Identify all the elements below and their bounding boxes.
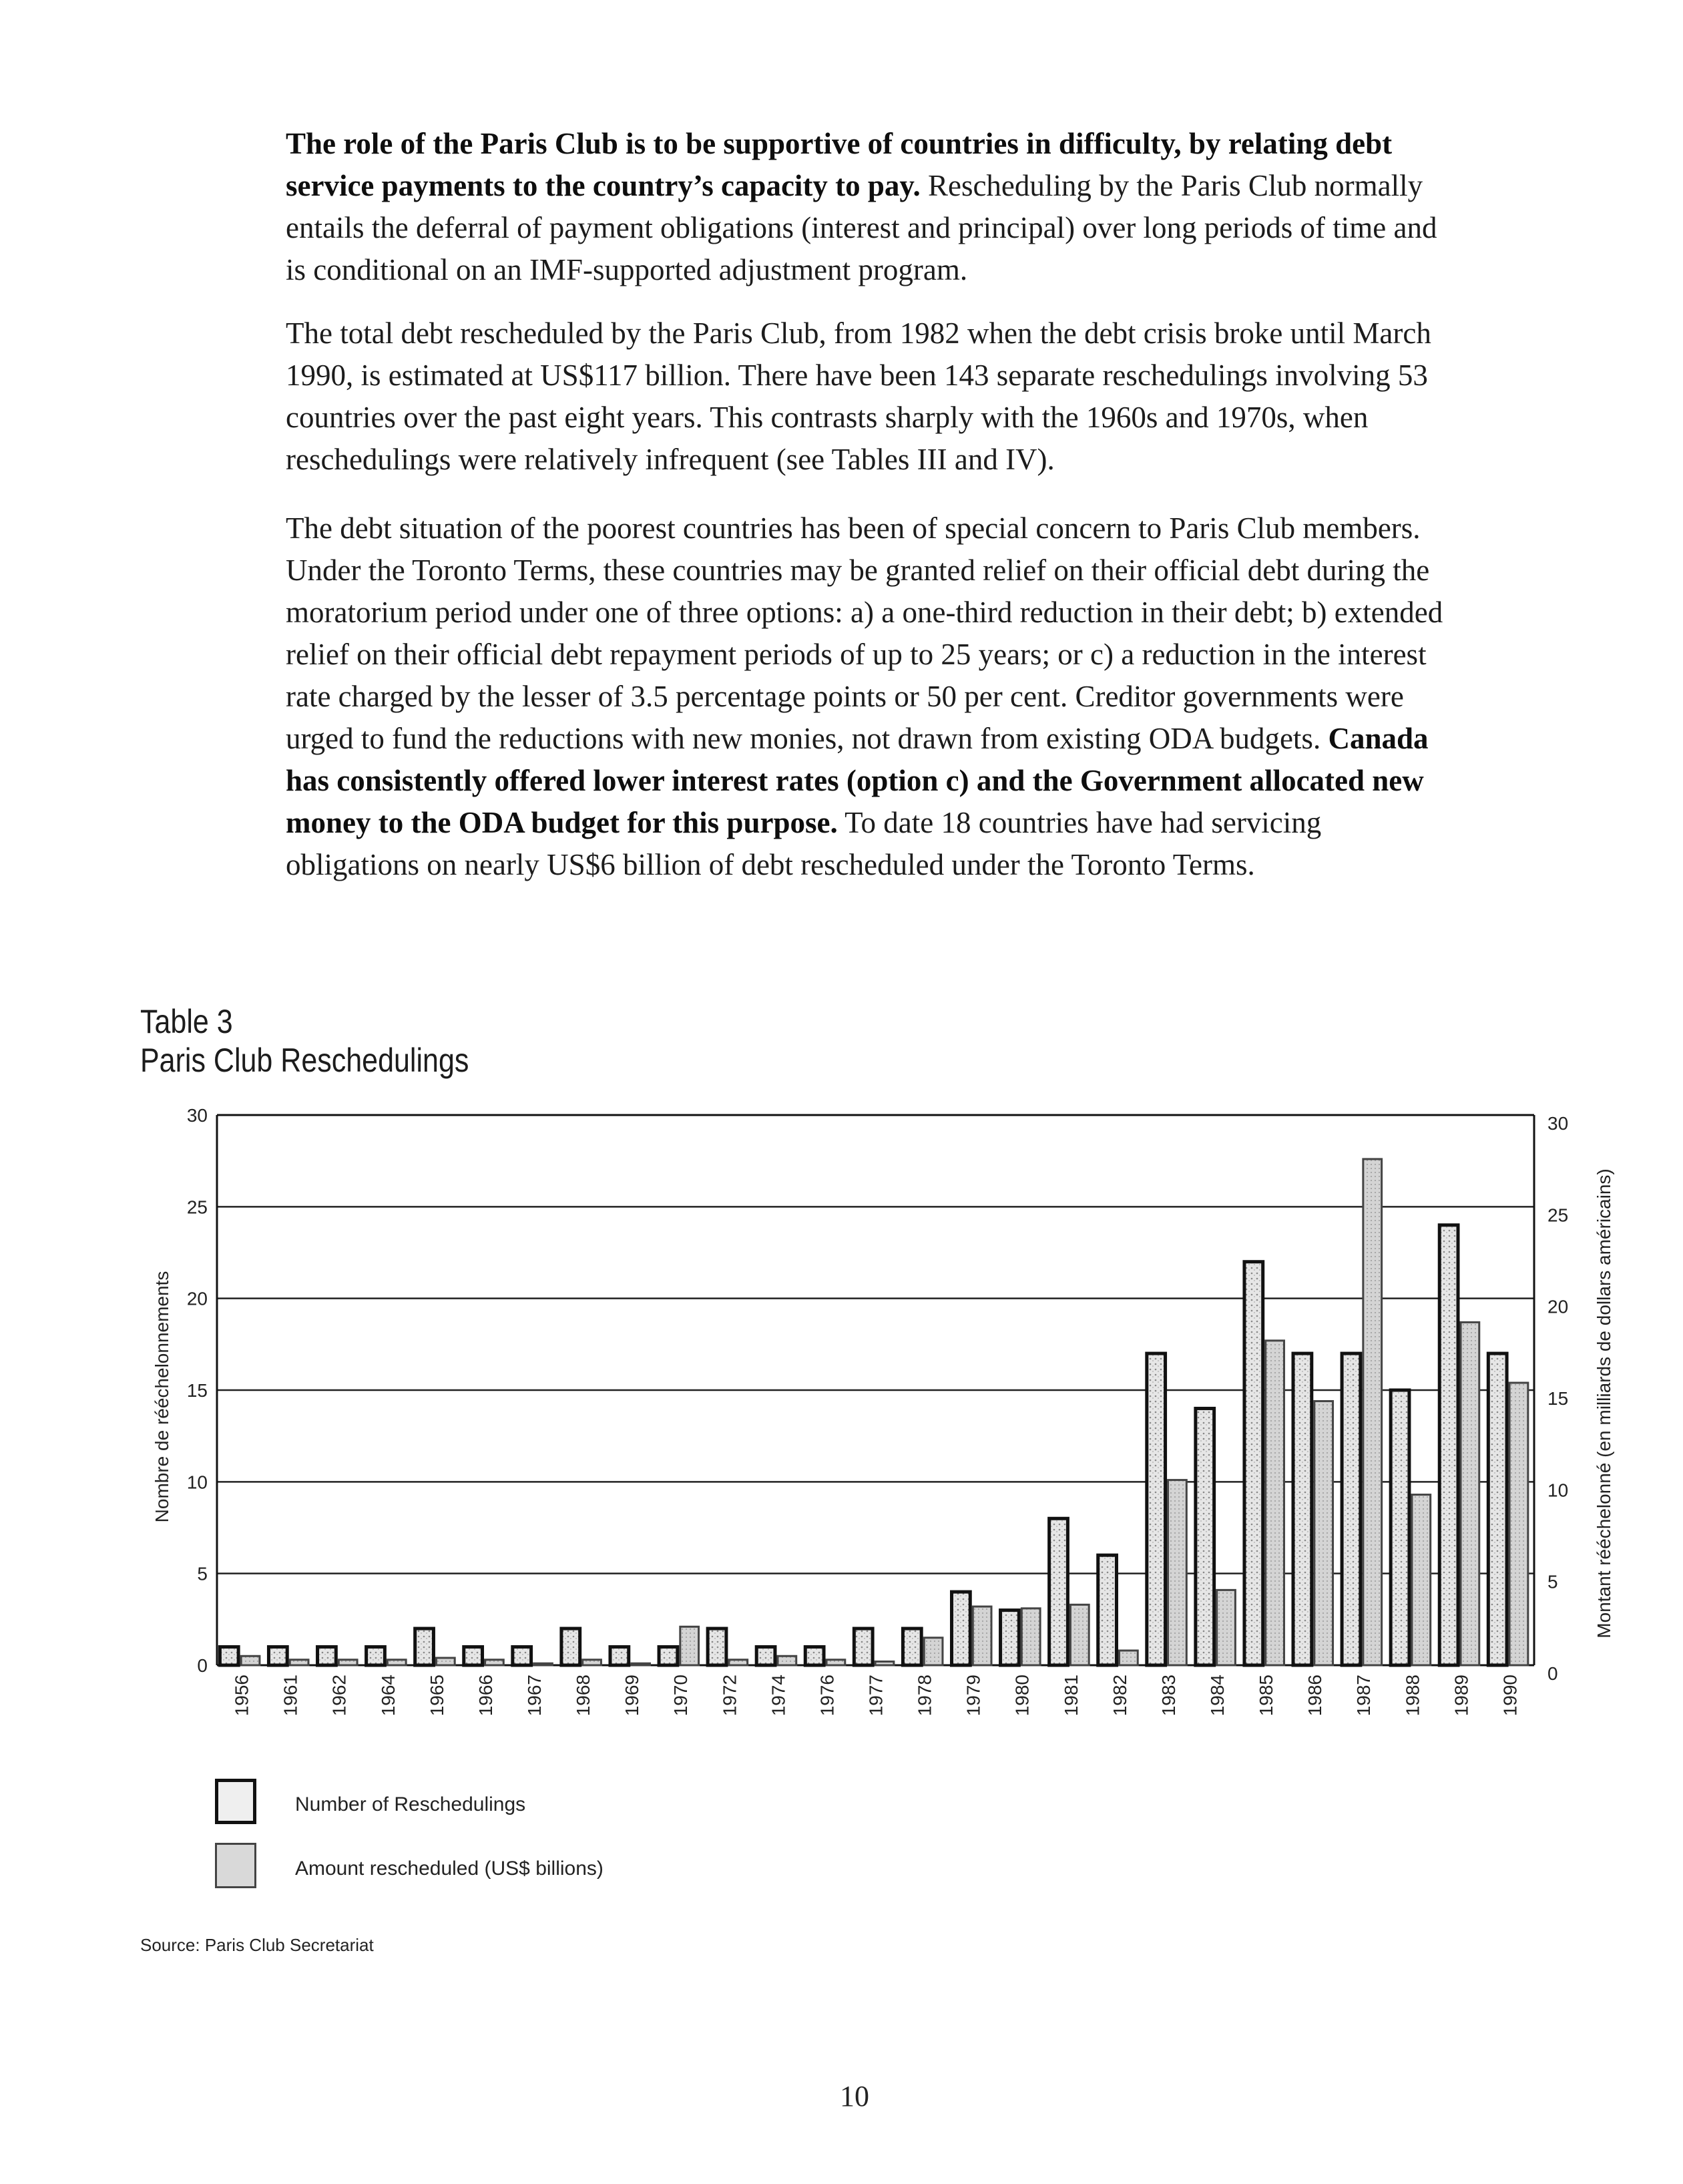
legend-amount-swatch xyxy=(215,1843,256,1888)
bar-count xyxy=(318,1647,336,1665)
bar-count xyxy=(561,1628,580,1665)
x-tick-label: 1956 xyxy=(231,1675,252,1717)
y-tick-right: 0 xyxy=(1547,1663,1558,1684)
bar-count xyxy=(903,1628,921,1665)
legend-count-label: Number of Reschedulings xyxy=(295,1793,526,1815)
bar-count xyxy=(1439,1225,1458,1665)
bar-count xyxy=(1147,1353,1166,1665)
bar-count xyxy=(1244,1262,1263,1665)
x-tick-label: 1976 xyxy=(816,1675,838,1717)
x-tick-label: 1970 xyxy=(670,1675,692,1717)
y-axis-title-left: Nombre de rééchelonnements xyxy=(152,1271,172,1523)
bar-amount xyxy=(387,1660,406,1665)
x-tick-label: 1982 xyxy=(1109,1675,1130,1717)
bar-count xyxy=(1049,1518,1068,1665)
bar-amount xyxy=(1509,1383,1528,1665)
y-tick-left: 10 xyxy=(186,1472,208,1493)
bar-amount xyxy=(875,1662,894,1665)
x-tick-label: 1979 xyxy=(963,1675,984,1717)
bar-count xyxy=(464,1647,483,1665)
bar-count xyxy=(805,1647,824,1665)
bar-count xyxy=(367,1647,385,1665)
y-tick-right: 30 xyxy=(1547,1113,1569,1134)
bar-count xyxy=(268,1647,287,1665)
paragraph-poorest-countries xyxy=(286,507,1461,886)
bar-count xyxy=(1098,1555,1117,1665)
bar-amount xyxy=(632,1663,650,1665)
x-tick-label: 1966 xyxy=(475,1675,496,1717)
bar-amount xyxy=(338,1660,357,1665)
chart-table-label: Table 3 xyxy=(140,1003,233,1040)
bar-amount xyxy=(1412,1495,1431,1665)
paragraph-3-text-c: To date 18 countries have had servicing obligations on nearly US$6 billion of debt rescheduled under the Toronto Terms. xyxy=(286,806,1322,881)
x-tick-label: 1968 xyxy=(573,1675,594,1717)
bar-count xyxy=(610,1647,629,1665)
x-tick-label: 1978 xyxy=(914,1675,935,1717)
y-tick-left: 0 xyxy=(197,1655,208,1676)
y-tick-left: 30 xyxy=(186,1105,208,1126)
paragraph-total-debt xyxy=(286,312,1461,481)
x-tick-label: 1961 xyxy=(280,1675,301,1717)
y-tick-right: 25 xyxy=(1547,1205,1569,1226)
bar-amount xyxy=(1314,1401,1333,1665)
y-tick-left: 20 xyxy=(186,1288,208,1309)
bar-amount xyxy=(1363,1159,1382,1665)
x-tick-label: 1985 xyxy=(1256,1675,1277,1717)
x-tick-label: 1990 xyxy=(1499,1675,1521,1717)
bar-count xyxy=(1196,1408,1214,1665)
source-note: Source: Paris Club Secretariat xyxy=(140,1935,374,1955)
bar-count xyxy=(708,1628,726,1665)
x-tick-label: 1974 xyxy=(768,1675,789,1717)
legend-amount-label: Amount rescheduled (US$ billions) xyxy=(295,1858,604,1880)
paragraph-paris-club-role xyxy=(286,123,1461,291)
x-tick-label: 1984 xyxy=(1207,1675,1228,1717)
x-tick-label: 1983 xyxy=(1158,1675,1179,1717)
x-tick-label: 1967 xyxy=(523,1675,545,1717)
bar-count xyxy=(756,1647,775,1665)
bar-amount xyxy=(778,1656,796,1665)
bar-amount xyxy=(485,1660,504,1665)
bar-count xyxy=(1342,1353,1361,1665)
paragraph-3-bold: Canada has consistently offered lower interest rates (option c) and the Government allocated new money to the ODA budget for this purpose. xyxy=(286,722,1429,839)
x-tick-label: 1980 xyxy=(1011,1675,1033,1717)
bar-count xyxy=(220,1647,238,1665)
bar-amount xyxy=(1119,1651,1138,1665)
bar-count xyxy=(854,1628,873,1665)
paragraph-3-text-a: The debt situation of the poorest countries has been of special concern to Paris Club members. Under the Toronto Terms, these countries may be granted relief on their official debt during the moratorium period under one of three options: a) a one-third reduction in their debt; b) extended relief on their official debt repayment periods of up to 25 years; or c) a reduction in the interest rate charged by the lesser of 3.5 percentage points or 50 per cent. Creditor governments were urged to fund the reductions with new monies, not drawn from existing ODA budgets. xyxy=(286,511,1443,755)
x-tick-label: 1965 xyxy=(426,1675,447,1717)
x-tick-label: 1962 xyxy=(328,1675,350,1717)
bar-amount xyxy=(1021,1608,1040,1665)
bar-amount xyxy=(826,1660,845,1665)
x-tick-label: 1972 xyxy=(719,1675,740,1717)
bar-count xyxy=(1488,1353,1507,1665)
y-tick-left: 5 xyxy=(197,1563,208,1584)
bar-amount xyxy=(1168,1480,1187,1665)
bar-amount xyxy=(1217,1590,1236,1665)
bar-amount xyxy=(1461,1322,1479,1665)
x-tick-label: 1977 xyxy=(865,1675,887,1717)
legend-count-swatch xyxy=(215,1779,256,1824)
x-tick-label: 1989 xyxy=(1451,1675,1472,1717)
bar-amount xyxy=(241,1656,260,1665)
y-tick-right: 20 xyxy=(1547,1296,1569,1317)
paragraph-1-text: Rescheduling by the Paris Club normally entails the deferral of payment obligations (interest and principal) over long periods of time and is conditional on an IMF-supported adjustment program. xyxy=(286,169,1437,286)
x-tick-label: 1964 xyxy=(377,1675,399,1717)
bar-count xyxy=(415,1628,434,1665)
page-number: 10 xyxy=(840,2080,869,2113)
y-tick-right: 10 xyxy=(1547,1480,1569,1501)
y-tick-left: 25 xyxy=(186,1196,208,1218)
x-tick-label: 1987 xyxy=(1353,1675,1375,1717)
bar-count xyxy=(659,1647,678,1665)
paragraph-1-bold: The role of the Paris Club is to be supportive of countries in difficulty, by relating debt service payments to the country’s capacity to pay. xyxy=(286,127,1393,202)
bar-count xyxy=(951,1592,970,1665)
bar-amount xyxy=(436,1658,455,1665)
x-tick-label: 1986 xyxy=(1304,1675,1326,1717)
bar-amount xyxy=(534,1663,553,1665)
paragraph-2-text: The total debt rescheduled by the Paris Club, from 1982 when the debt crisis broke until March 1990, is estimated at US$117 billion. There have been 143 separate reschedulings involving 53 countries over the past eight years. This contrasts sharply with the 1960s and 1970s, when reschedulings were relatively infrequent (see Tables III and IV). xyxy=(286,316,1431,476)
bar-amount xyxy=(924,1638,943,1665)
x-tick-label: 1981 xyxy=(1060,1675,1081,1717)
x-tick-label: 1988 xyxy=(1402,1675,1423,1717)
chart-title: Paris Club Reschedulings xyxy=(140,1042,469,1079)
y-tick-right: 5 xyxy=(1547,1571,1558,1592)
bar-amount xyxy=(1266,1341,1284,1665)
bar-amount xyxy=(583,1660,602,1665)
y-tick-right: 15 xyxy=(1547,1388,1569,1409)
bar-amount xyxy=(290,1660,308,1665)
reschedulings-bar-chart xyxy=(0,1095,1683,1763)
bar-count xyxy=(1293,1353,1312,1665)
bar-amount xyxy=(729,1660,748,1665)
y-tick-left: 15 xyxy=(186,1380,208,1401)
bar-amount xyxy=(973,1606,991,1665)
bar-amount xyxy=(1070,1604,1089,1665)
x-tick-label: 1969 xyxy=(622,1675,643,1717)
bar-count xyxy=(513,1647,531,1665)
bar-count xyxy=(1391,1390,1409,1665)
y-axis-title-right: Montant rééchelonné (en milliards de dollars américains) xyxy=(1594,1168,1614,1639)
bar-amount xyxy=(680,1626,699,1665)
bar-count xyxy=(1001,1610,1019,1665)
